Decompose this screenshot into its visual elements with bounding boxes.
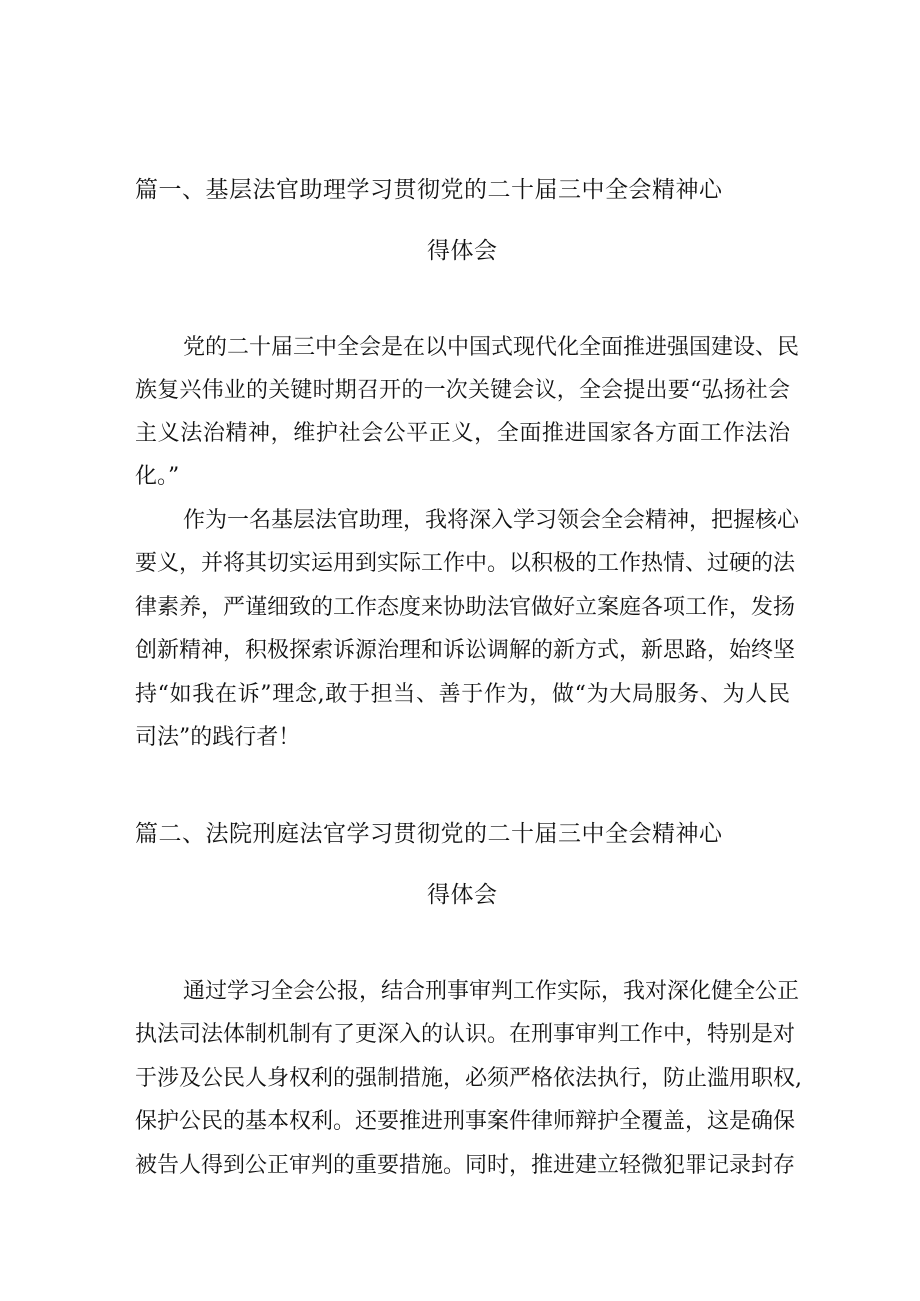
section2-para1-line3: 于涉及公民人身权利的强制措施，必须严格依法执行，防止滥用职权,: [135, 1066, 802, 1091]
section2-para1-line2: 执法司法体制机制有了更深入的认识。在刑事审判工作中，特别是对: [135, 1022, 796, 1047]
section1-title-line2: 得体会: [427, 238, 498, 264]
section2-para1-line1: 通过学习全会公报，结合刑事审判工作实际，我对深化健全公正: [183, 979, 800, 1004]
section2-title-line2: 得体会: [427, 882, 498, 908]
section2-para1-line5: 被告人得到公正审判的重要措施。同时，推进建立轻微犯罪记录封存: [135, 1153, 796, 1178]
section1-para2-line2: 要义，并将其切实运用到实际工作中。以积极的工作热情、过硬的法: [135, 551, 796, 576]
section1-title-line1: 篇一、基层法官助理学习贯彻党的二十届三中全会精神心: [135, 177, 723, 203]
section1-para2-line3: 律素养，严谨细致的工作态度来协助法官做好立案庭各项工作，发扬: [135, 595, 796, 620]
section1-para2-line5: 持“如我在诉”理念,敢于担当、善于作为，做“为大局服务、为人民: [135, 682, 790, 707]
section1-para1-line2: 族复兴伟业的关键时期召开的一次关键会议，全会提出要“弘扬社会: [135, 378, 790, 403]
section1-para2-line1: 作为一名基层法官助理，我将深入学习领会全会精神，把握核心: [183, 508, 800, 533]
section2-para1-line4: 保护公民的基本权利。还要推进刑事案件律师辩护全覆盖，这是确保: [135, 1109, 796, 1134]
section1-para2-line6: 司法”的践行者！: [135, 725, 301, 750]
section2-title-line1: 篇二、法院刑庭法官学习贯彻党的二十届三中全会精神心: [135, 821, 723, 847]
section1-para1-line4: 化。”: [135, 464, 180, 489]
section1-para1-line3: 主义法治精神，维护社会公平正义，全面推进国家各方面工作法治: [135, 421, 790, 446]
section1-para1-line1: 党的二十届三中全会是在以中国式现代化全面推进强国建设、民: [183, 335, 800, 360]
section1-para2-line4: 创新精神，积极探索诉源治理和诉讼调解的新方式，新思路，始终坚: [135, 638, 796, 663]
